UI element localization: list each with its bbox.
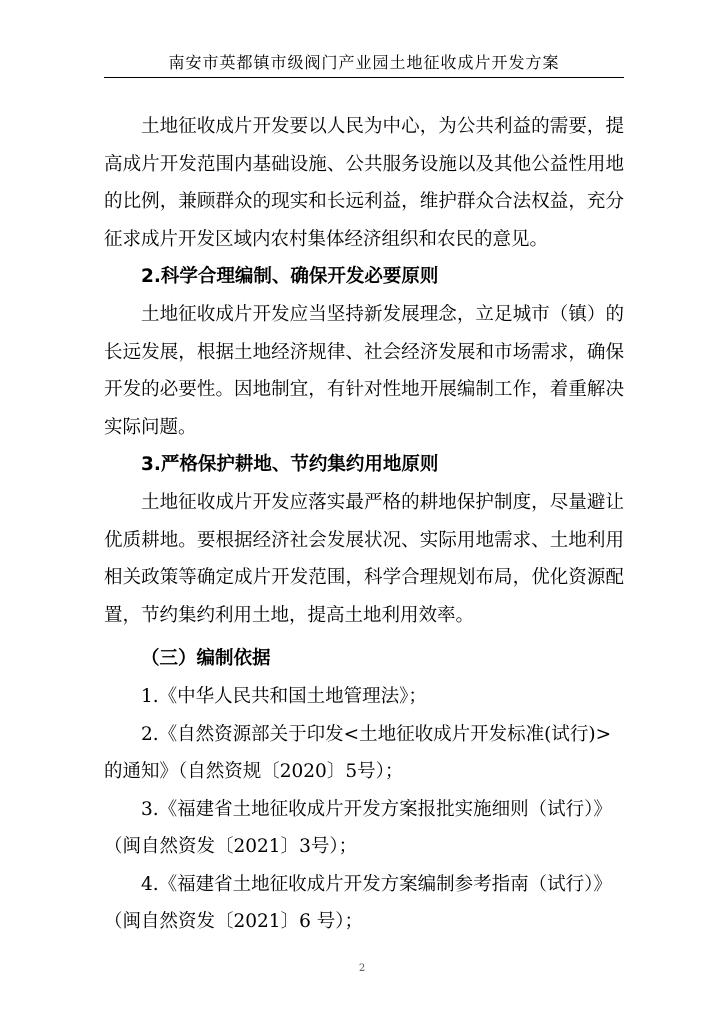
paragraph-farmland-protection: 土地征收成片开发应落实最严格的耕地保护制度，尽量避让优质耕地。要根据经济社会发展状况、实际用地需求、土地利用相关政策等确定成片开发范围，科学合理规划布局，优化资源配置，节约集约利用土地，提高土地利用效率。 <box>104 491 624 626</box>
document-body <box>104 108 624 941</box>
basis-item: 4.《福建省土地征收成片开发方案编制参考指南（试行）》（闽自然资发〔2021〕6 号）； <box>104 873 612 933</box>
paragraph-development-necessity: 土地征收成片开发应当坚持新发展理念，立足城市（镇）的长远发展，根据土地经济规律、社会经济发展和市场需求，确保开发的必要性。因地制宜，有针对性地开展编制工作，着重解决实际问题。 <box>104 303 624 438</box>
basis-item: 1.《中华人民共和国土地管理法》； <box>141 685 427 707</box>
heading-principle-3: 3.严格保护耕地、节约集约用地原则 <box>141 454 439 476</box>
page-header-title: 南安市英都镇市级阀门产业园土地征收成片开发方案 <box>168 53 560 72</box>
basis-item: 3.《福建省土地征收成片开发方案报批实施细则（试行）》（闽自然资发〔2021〕3号）； <box>104 798 612 858</box>
header-divider <box>104 77 624 78</box>
heading-section-basis: （三）编制依据 <box>141 648 271 670</box>
paragraph-people-centered: 土地征收成片开发要以人民为中心，为公共利益的需要，提高成片开发范围内基础设施、公共服务设施以及其他公益性用地的比例，兼顾群众的现实和长远利益，维护群众合法权益，充分征求成片开发区域内农村集体经济组织和农民的意见。 <box>104 116 624 250</box>
basis-item: 2.《自然资源部关于印发<土地征收成片开发标准(试行)>的通知》（自然资规〔2020〕5号）； <box>104 723 612 783</box>
page-number: 2 <box>358 963 366 974</box>
heading-principle-2: 2.科学合理编制、确保开发必要原则 <box>141 266 439 288</box>
